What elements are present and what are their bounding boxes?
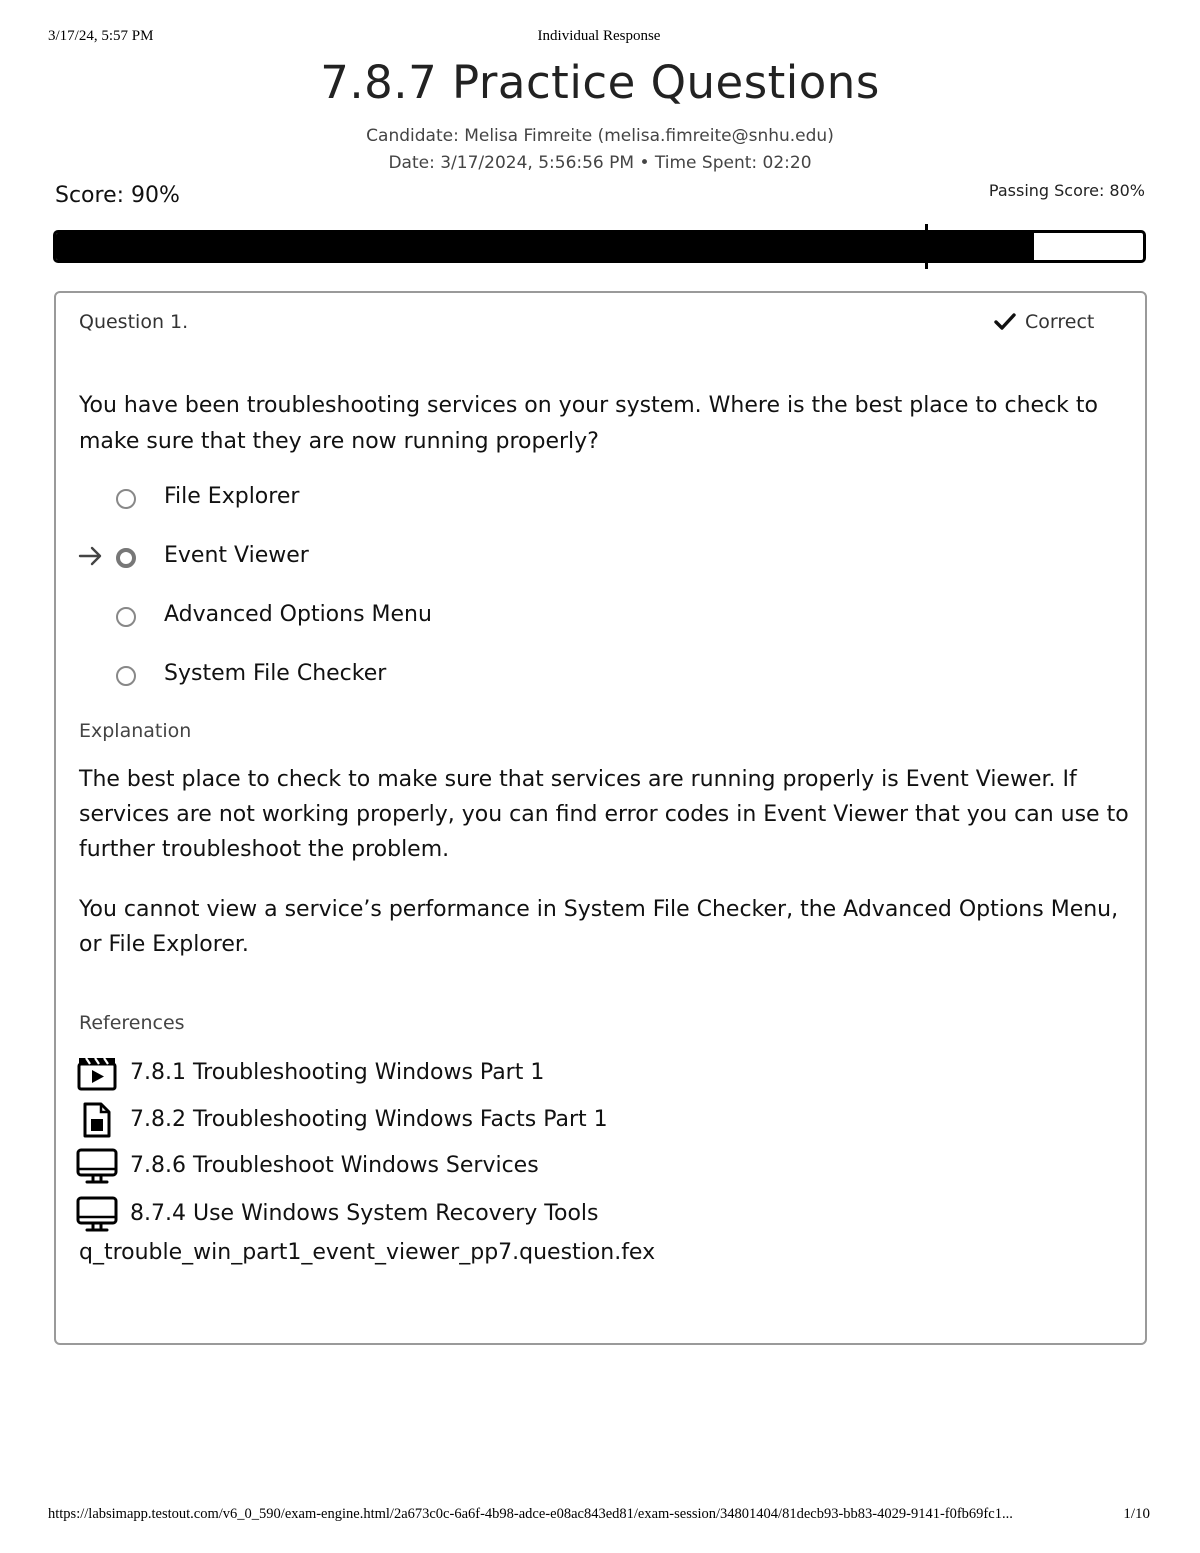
radio-button[interactable] [116, 607, 136, 627]
score-progress-fill [56, 233, 1034, 260]
print-footer [48, 1506, 1150, 1526]
explanation-paragraph: The best place to check to make sure that services are running properly is Event Viewer. If services are not working properly, you can find error codes in Event Viewer that you can use to further troubleshoot the problem. [79, 767, 1129, 862]
radio-button[interactable] [116, 666, 136, 686]
print-url: https://labsimapp.testout.com/v6_0_590/exam-engine.html/2a673c0c-6a6f-4b98-adce-e08ac843ed81/exam-session/34801404/81decb93-bb83-4029-9141-f0fb69fc1... [48, 1506, 1013, 1522]
print-doc-title: Individual Response [537, 28, 661, 44]
print-page-number: 1/10 [1123, 1506, 1150, 1522]
passing-score-label: Passing Score: 80% [988, 181, 1145, 200]
reference-link[interactable] [76, 1194, 876, 1234]
answer-option-label: Event Viewer [164, 543, 309, 568]
reference-label[interactable]: 8.7.4 Use Windows System Recovery Tools [130, 1201, 599, 1226]
passing-score-marker [925, 224, 928, 269]
arrow-right-icon [78, 543, 104, 569]
checkmark-icon [994, 313, 1016, 331]
explanation-paragraph: You cannot view a service’s performance in System File Checker, the Advanced Options Menu, or File Explorer. [79, 897, 1119, 957]
explanation-heading: Explanation [79, 720, 192, 742]
correct-status-label: Correct [1025, 311, 1095, 333]
references-heading: References [79, 1012, 185, 1034]
date-time-spent: Date: 3/17/2024, 5:56:56 PM • Time Spent: 02:20 [388, 153, 812, 173]
score-label: Score: 90% [55, 183, 180, 208]
question-text: You have been troubleshooting services on your system. Where is the best place to check to make sure that they are now running properly? [79, 393, 1098, 454]
candidate-info: Candidate: Melisa Fimreite (melisa.fimreite@snhu.edu) [366, 126, 834, 146]
print-header [48, 28, 1150, 48]
video-clapper-icon [76, 1055, 118, 1091]
correct-status [994, 311, 1094, 333]
reference-link[interactable] [76, 1146, 876, 1186]
reference-label[interactable]: 7.8.1 Troubleshooting Windows Part 1 [130, 1060, 545, 1085]
answer-option-label: System File Checker [164, 661, 387, 686]
answer-option-label: File Explorer [164, 484, 300, 509]
reference-label[interactable]: 7.8.2 Troubleshooting Windows Facts Part 1 [130, 1107, 608, 1132]
answer-option-selected[interactable] [78, 540, 778, 576]
monitor-icon [76, 1196, 118, 1232]
document-icon [76, 1102, 118, 1138]
question-filename: q_trouble_win_part1_event_viewer_pp7.question.fex [79, 1240, 656, 1265]
print-date: 3/17/24, 5:57 PM [48, 28, 154, 44]
answer-option[interactable] [78, 658, 778, 694]
monitor-icon [76, 1148, 118, 1184]
radio-button-selected[interactable] [116, 548, 136, 568]
reference-link[interactable] [76, 1100, 876, 1140]
score-progress-bar [53, 230, 1146, 263]
page-title: 7.8.7 Practice Questions [320, 56, 880, 109]
answer-option[interactable] [78, 599, 778, 635]
question-number: Question 1. [79, 311, 189, 333]
radio-button[interactable] [116, 489, 136, 509]
reference-label[interactable]: 7.8.6 Troubleshoot Windows Services [130, 1153, 539, 1178]
reference-link[interactable] [76, 1053, 876, 1093]
answer-option[interactable] [78, 481, 778, 517]
answer-option-label: Advanced Options Menu [164, 602, 432, 627]
